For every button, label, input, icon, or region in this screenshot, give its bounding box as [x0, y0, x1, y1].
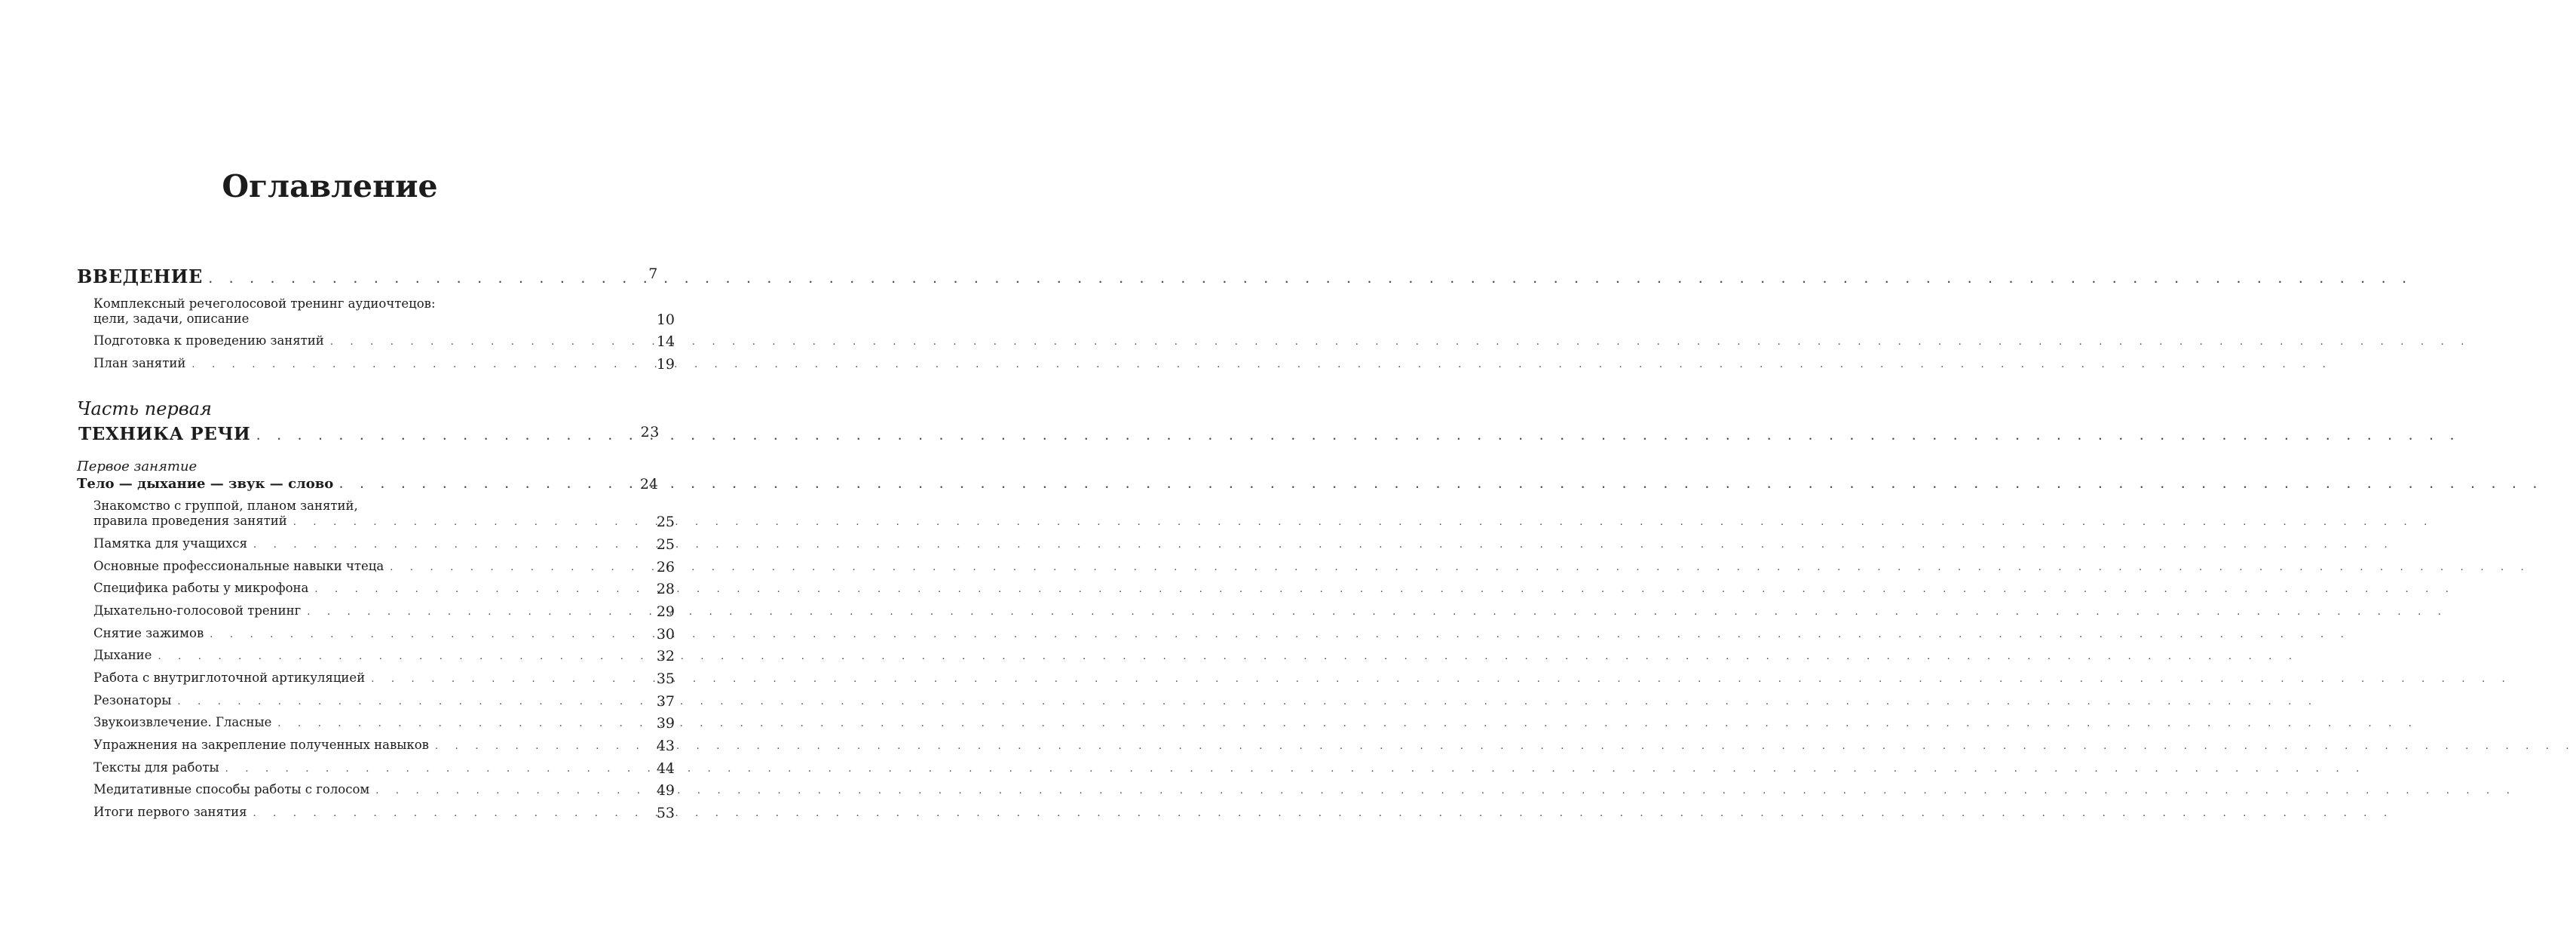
- page-title: Оглавление: [222, 168, 438, 204]
- toc-entry-wrap-first-line[interactable]: [0, 296, 753, 311]
- toc-entry-title: Специфика работы у микрофона: [93, 581, 309, 595]
- toc-entry-title: ТЕХНИКА РЕЧИ: [78, 424, 251, 444]
- toc-entry-title: Тело — дыхание — звук — слово: [77, 476, 334, 492]
- toc-entry-title: ВВЕДЕНИЕ: [77, 265, 203, 287]
- dot-leader: [253, 539, 2394, 551]
- toc-entry[interactable]: [0, 782, 753, 799]
- dot-leader: [277, 718, 2418, 729]
- toc-entry-title: цели, задачи, описание: [93, 311, 250, 326]
- dot-leader: [435, 741, 2576, 752]
- toc-entry-introduction[interactable]: [0, 265, 737, 287]
- dot-leader: [177, 696, 2318, 707]
- toc-entry-title: Комплексный речеголосовой тренинг аудиочтецов:: [93, 296, 436, 311]
- toc-entry-title: Упражнения на закрепление полученных навыков: [93, 738, 429, 752]
- toc-entry-title: Памятка для учащихся: [93, 536, 248, 551]
- toc-page-number: 26: [656, 559, 675, 575]
- toc-entry[interactable]: [0, 648, 753, 662]
- dot-leader: [158, 651, 2299, 662]
- toc-entry[interactable]: [0, 603, 753, 618]
- lesson-caption: Первое занятие: [77, 459, 198, 474]
- toc-entry[interactable]: [0, 514, 753, 528]
- table-of-contents: [0, 0, 675, 936]
- toc-page-number: 10: [656, 311, 675, 328]
- toc-entry[interactable]: [0, 536, 753, 551]
- toc-entry[interactable]: [0, 671, 753, 685]
- toc-page-number: 28: [656, 581, 675, 597]
- toc-page-number: 53: [656, 805, 675, 821]
- toc-page-number: 29: [656, 603, 675, 620]
- toc-entry-title: Основные профессиональные навыки чтеца: [93, 559, 384, 573]
- toc-page-number: 35: [656, 671, 675, 687]
- toc-entry-title: Подготовка к проведению занятий: [93, 333, 324, 348]
- dot-leader: [314, 584, 2455, 595]
- toc-entry-title: Работа с внутриглоточной артикуляцией: [93, 671, 366, 685]
- dot-leader: [330, 336, 2471, 348]
- part-caption: Часть первая: [77, 398, 212, 419]
- toc-entry-title: Дыхание: [93, 648, 152, 662]
- dot-leader: [371, 674, 2512, 685]
- toc-entry[interactable]: [0, 805, 753, 819]
- toc-entry-wrap-first-line[interactable]: [0, 499, 753, 513]
- toc-entry[interactable]: [0, 760, 753, 775]
- dot-leader: [339, 480, 2544, 491]
- toc-entry-title: Итоги первого занятия: [93, 805, 247, 819]
- toc-page-number: 49: [656, 782, 675, 799]
- toc-entry-part-one[interactable]: [0, 424, 738, 444]
- toc-entry-title: Снятие зажимов: [93, 626, 204, 640]
- toc-page-number: 43: [656, 738, 675, 754]
- dot-leader: [191, 359, 2332, 370]
- toc-page-number: 7: [648, 265, 658, 282]
- toc-page-number: 19: [656, 356, 675, 373]
- dot-leader: [209, 275, 2413, 286]
- toc-entry[interactable]: [0, 626, 753, 643]
- toc-entry[interactable]: [0, 356, 753, 373]
- dot-leader: [210, 629, 2351, 640]
- dot-leader: [375, 785, 2516, 796]
- dot-leader: [225, 763, 2366, 775]
- dot-leader: [253, 808, 2394, 819]
- toc-entry[interactable]: [0, 559, 753, 573]
- toc-entry-title: Тексты для работы: [93, 760, 219, 775]
- toc-page-number: 25: [656, 514, 675, 530]
- toc-entry[interactable]: [0, 693, 753, 710]
- toc-entry-title: Звукоизвлечение. Гласные: [93, 715, 272, 729]
- toc-entry-title: Дыхательно-голосовой тренинг: [93, 603, 302, 618]
- toc-page-number: 37: [656, 693, 675, 710]
- dot-leader: [293, 517, 2434, 528]
- toc-page-number: 30: [656, 626, 675, 643]
- toc-entry[interactable]: [0, 581, 753, 595]
- dot-leader: [256, 431, 2461, 443]
- toc-page-number: 14: [656, 333, 675, 350]
- toc-entry[interactable]: [0, 715, 753, 732]
- toc-entry[interactable]: [0, 738, 753, 752]
- toc-page-number: 32: [656, 648, 675, 664]
- toc-entry[interactable]: [0, 311, 753, 326]
- dot-leader: [390, 562, 2531, 573]
- toc-entry-title: Знакомство с группой, планом занятий,: [93, 499, 358, 513]
- toc-entry-title: Медитативные способы работы с голосом: [93, 782, 370, 796]
- toc-page-number: 23: [640, 424, 660, 440]
- toc-page-number: 25: [656, 536, 675, 553]
- toc-page-number: 39: [656, 715, 675, 732]
- toc-entry-title: правила проведения занятий: [93, 514, 287, 528]
- dot-leader: [307, 606, 2448, 618]
- toc-entry-title: План занятий: [93, 356, 186, 370]
- toc-entry-lesson-one[interactable]: [0, 476, 737, 492]
- toc-entry-title: Резонаторы: [93, 693, 172, 707]
- toc-page-number: 44: [656, 760, 675, 777]
- toc-entry[interactable]: [0, 333, 753, 348]
- toc-page-number: 24: [639, 476, 658, 493]
